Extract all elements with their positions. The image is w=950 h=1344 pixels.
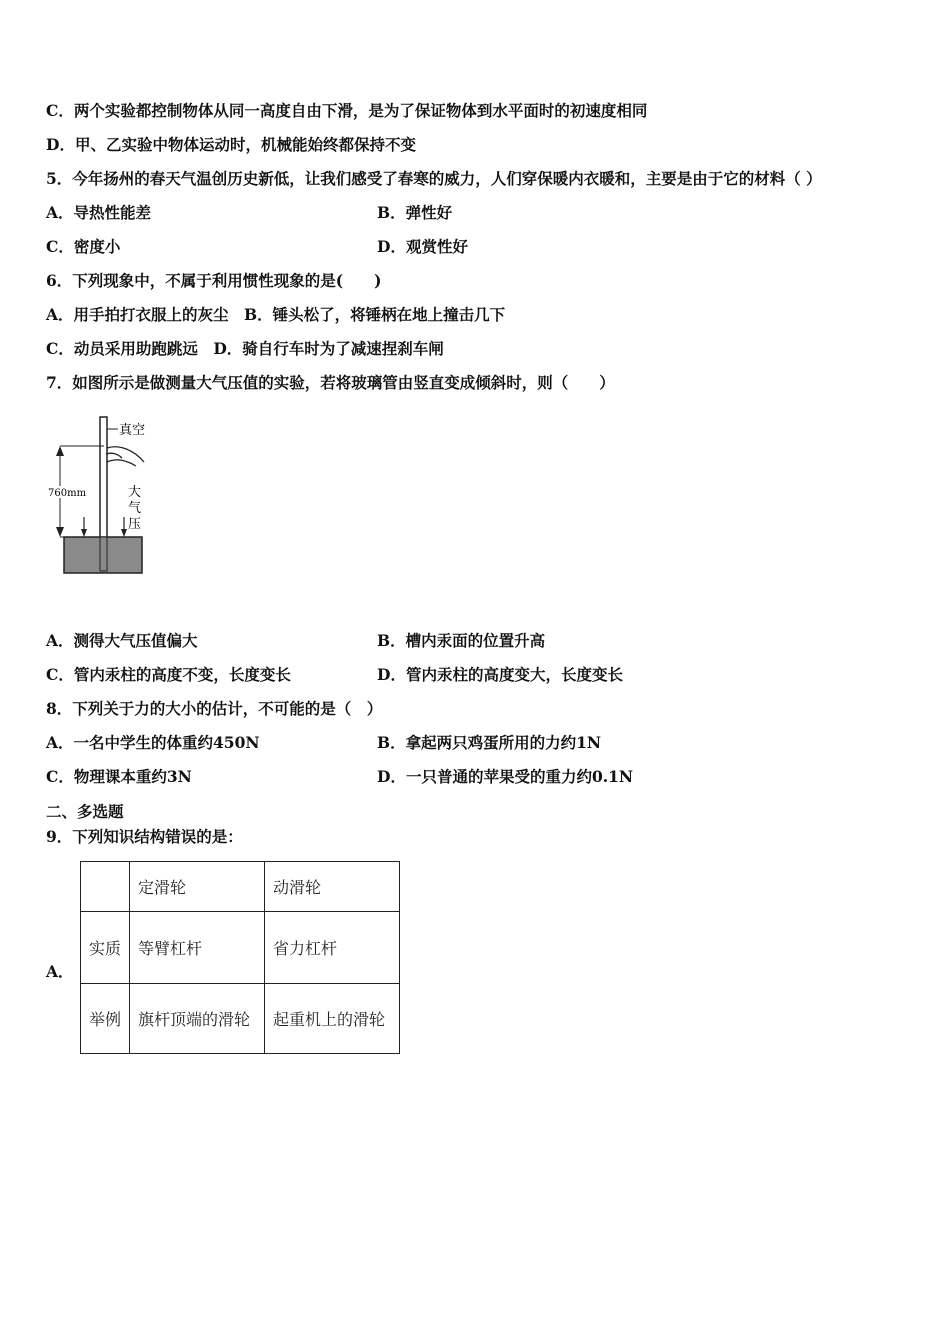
q6-options-ab: A．用手拍打衣服上的灰尘 B．锤头松了，将锤柄在地上撞击几下	[46, 305, 506, 324]
q7-option-c: C．管内汞柱的高度不变，长度变长	[46, 665, 291, 684]
table-row	[81, 984, 400, 1054]
q8-stem: 8．下列关于力的大小的估计，不可能的是（ ）	[46, 699, 383, 718]
q8-option-a: A．一名中学生的体重约450N	[46, 733, 260, 752]
table-cell: 实质	[81, 912, 130, 984]
pressure-label-2: 气	[128, 501, 142, 516]
q6-options-cd: C．动员采用助跑跳远 D．骑自行车时为了减速捏刹车闸	[46, 339, 444, 358]
q6-stem: 6．下列现象中，不属于利用惯性现象的是( )	[46, 271, 382, 290]
q4-option-c: C．两个实验都控制物体从同一高度自由下滑，是为了保证物体到水平面时的初速度相同	[46, 101, 648, 120]
table-cell	[81, 862, 130, 912]
q8-option-b: B．拿起两只鸡蛋所用的力约1N	[377, 733, 602, 752]
q7-option-b: B．槽内汞面的位置升高	[377, 631, 546, 650]
height-label: 760mm	[48, 488, 87, 499]
hand-icon	[106, 447, 144, 466]
table-cell: 省力杠杆	[265, 912, 400, 984]
q7-stem: 7．如图所示是做测量大气压值的实验，若将玻璃管由竖直变成倾斜时，则（ ）	[46, 373, 615, 392]
section-title: 二、多选题	[46, 802, 124, 821]
q5-option-c: C．密度小	[46, 237, 121, 256]
pressure-label-1: 大	[128, 485, 142, 500]
table-row	[81, 862, 400, 912]
q9-option-a-label: A．	[46, 962, 74, 981]
table-cell: 动滑轮	[265, 862, 400, 912]
barometer-figure	[44, 414, 164, 582]
table-cell: 旗杆顶端的滑轮	[130, 984, 265, 1054]
pressure-label-3: 压	[128, 517, 142, 532]
q7-option-d: D．管内汞柱的高度变大，长度变长	[377, 665, 623, 684]
pulley-knowledge-table	[80, 861, 400, 1054]
q8-option-c: C．物理课本重约3N	[46, 767, 192, 786]
pressure-arrow-left-icon	[81, 529, 87, 537]
q4-option-d: D．甲、乙实验中物体运动时，机械能始终都保持不变	[46, 135, 416, 154]
table-cell: 起重机上的滑轮	[265, 984, 400, 1054]
vacuum-label: 真空	[119, 423, 146, 438]
table-cell: 定滑轮	[130, 862, 265, 912]
table-cell: 举例	[81, 984, 130, 1054]
q9-stem: 9．下列知识结构错误的是：	[46, 827, 243, 846]
q5-option-d: D．观赏性好	[377, 237, 468, 256]
q5-stem: 5．今年扬州的春天气温创历史新低，让我们感受了春寒的威力，人们穿保暖内衣暖和，主要是由于它的材料（ ）	[46, 169, 822, 188]
q5-option-b: B．弹性好	[377, 203, 453, 222]
pressure-arrow-right-icon	[121, 529, 127, 537]
q8-option-d: D．一只普通的苹果受的重力约0.1N	[377, 767, 634, 786]
q7-option-a: A．测得大气压值偏大	[46, 631, 198, 650]
table-cell: 等臂杠杆	[130, 912, 265, 984]
table-row	[81, 912, 400, 984]
q5-option-a: A．导热性能差	[46, 203, 152, 222]
